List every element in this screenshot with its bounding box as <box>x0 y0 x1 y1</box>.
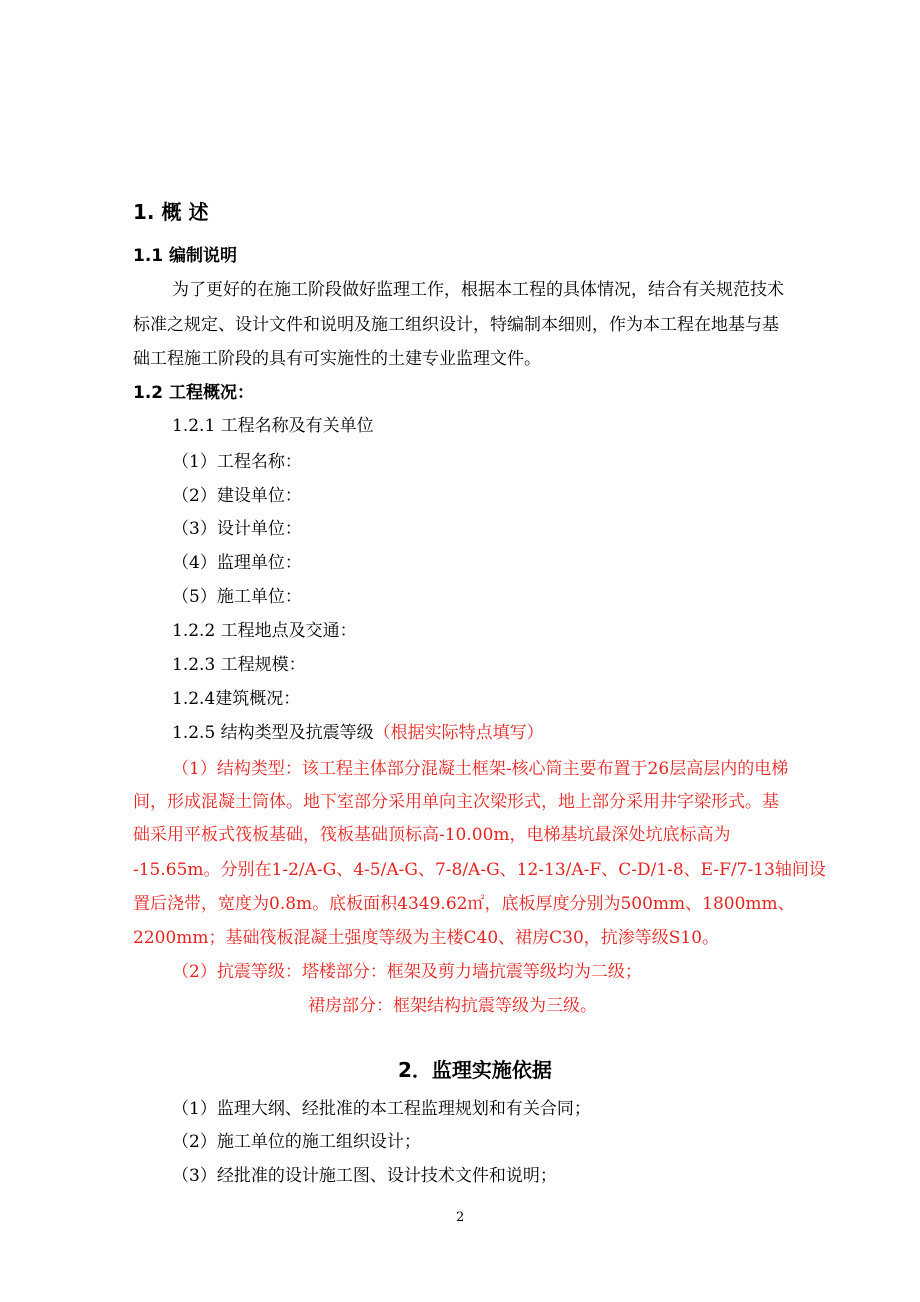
subsection-1-1-heading: 1.1 编制说明 <box>133 246 238 266</box>
paragraph-line: 础工程施工阶段的具有可实施性的土建专业监理文件。 <box>133 349 541 369</box>
item-1-2-5-note: （根据实际特点填写） <box>373 723 544 743</box>
unit-item: （4）监理单位： <box>172 553 302 573</box>
structure-line: 间，形成混凝土筒体。地下室部分采用单向主次梁形式，地上部分采用井字梁形式。基 <box>133 792 779 812</box>
structure-line: 置后浇带，宽度为0.8m。底板面积4349.62㎡，底板厚度分别为500mm、1800mm、 <box>133 894 795 914</box>
item-1-2-5-label: 1.2.5 结构类型及抗震等级 <box>172 723 374 743</box>
item-1-2-4: 1.2.4建筑概况： <box>172 689 301 709</box>
seismic-line: （2）抗震等级：塔楼部分：框架及剪力墙抗震等级均为二级； <box>172 962 642 982</box>
page-number: 2 <box>456 1210 465 1225</box>
structure-line: 础采用平板式筏板基础，筏板基础顶标高-10.00m，电梯基坑最深处坑底标高为 <box>133 825 731 845</box>
item-1-2-1: 1.2.1 工程名称及有关单位 <box>172 416 374 436</box>
unit-item: （2）建设单位： <box>172 486 302 506</box>
structure-line: -15.65m。分别在1-2/A-G、4-5/A-G、7-8/A-G、12-13/A-F、C-D/1-8、E-F/7-13轴间设 <box>133 860 826 880</box>
subsection-1-2-heading: 1.2 工程概况： <box>133 383 255 403</box>
basis-item: （1）监理大纲、经批准的本工程监理规划和有关合同； <box>172 1099 591 1119</box>
unit-item: （3）设计单位： <box>172 519 302 539</box>
basis-item: （3）经批准的设计施工图、设计技术文件和说明； <box>172 1166 557 1186</box>
basis-item: （2）施工单位的施工组织设计； <box>172 1132 421 1152</box>
section-2-heading: 2．监理实施依据 <box>398 1058 552 1082</box>
structure-line: （1）结构类型：该工程主体部分混凝土框架-核心筒主要布置于26层高层内的电梯 <box>172 759 789 779</box>
item-1-2-5 <box>172 721 544 745</box>
seismic-line: 裙房部分：框架结构抗震等级为三级。 <box>308 996 597 1016</box>
unit-item: （5）施工单位： <box>172 587 302 607</box>
section-1-heading: 1. 概 述 <box>133 200 209 224</box>
unit-item: （1）工程名称： <box>172 452 302 472</box>
paragraph-line: 标准之规定、设计文件和说明及施工组织设计，特编制本细则，作为本工程在地基与基 <box>133 315 779 335</box>
paragraph-line: 为了更好的在施工阶段做好监理工作，根据本工程的具体情况，结合有关规范技术 <box>172 280 784 300</box>
item-1-2-3: 1.2.3 工程规模： <box>172 655 306 675</box>
item-1-2-2: 1.2.2 工程地点及交通： <box>172 621 357 641</box>
structure-line: 2200mm；基础筏板混凝土强度等级为主楼C40、裙房C30，抗渗等级S10。 <box>133 928 720 948</box>
